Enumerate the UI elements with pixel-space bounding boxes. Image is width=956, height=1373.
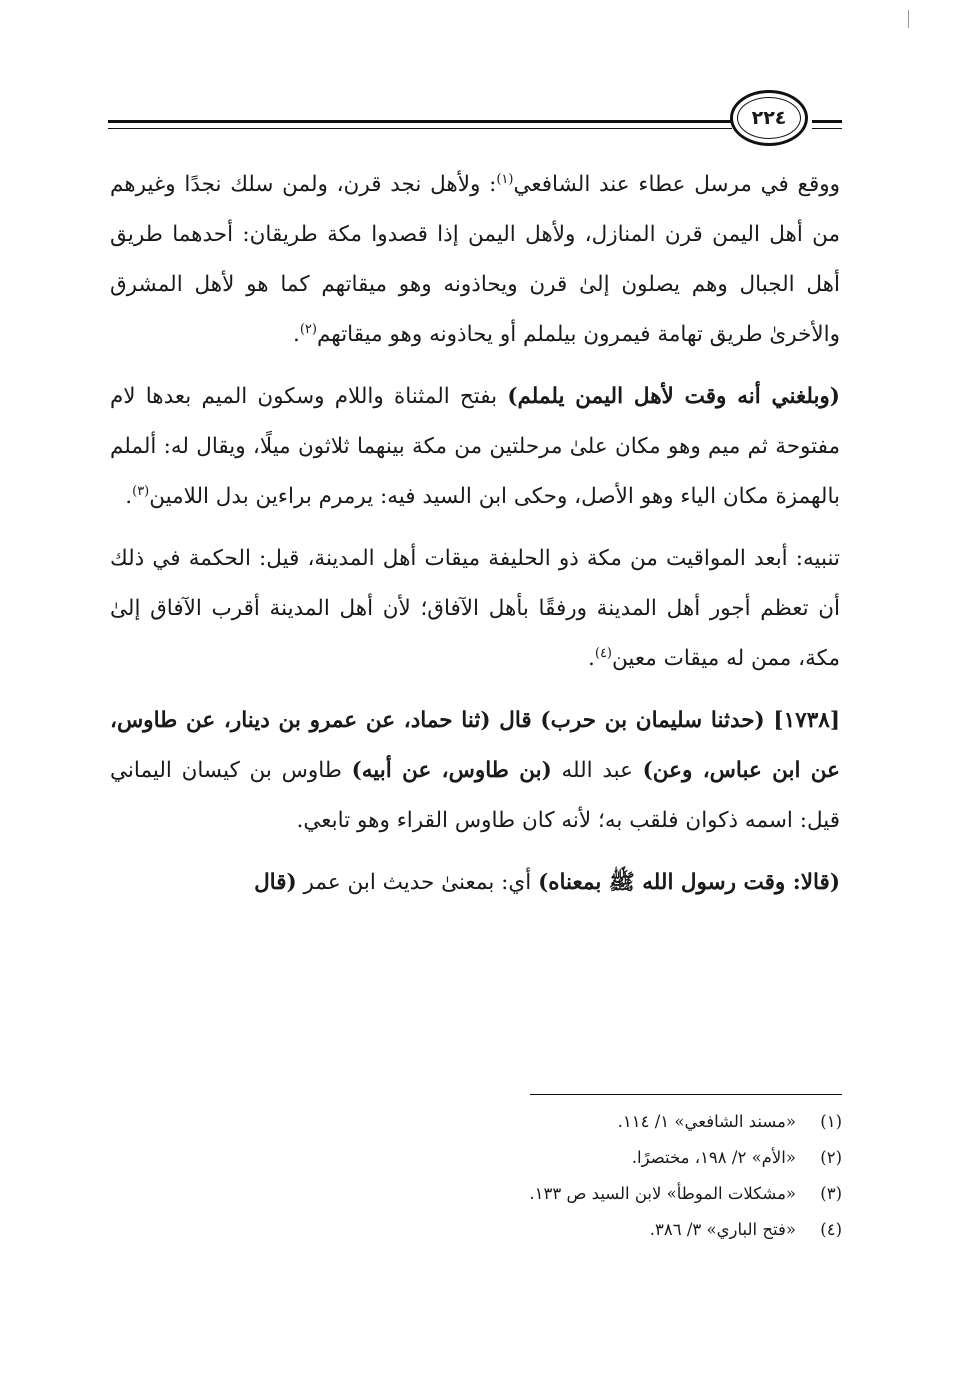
paragraph-text: : ولأهل نجد قرن، ولمن سلك نجدًا وغيرهم من أهل اليمن قرن المنازل، ولأهل اليمن إذا قصدوا مكة طريقان: أحدهما طريق أهل الجبال وهم يصلون إلىٰ قرن ويحاذونه وهو ميقاتهم كما هو لأهل المشرق والأخرىٰ طريق تهامة فيمرون بيلملم أو يحاذونه وهو ميقاتهم	[110, 172, 840, 347]
header-rule-stub-thick	[812, 120, 842, 123]
paragraph-text: ووقع في مرسل عطاء عند الشافعي	[513, 172, 840, 197]
hadith-chain: (بن طاوس، عن أبيه)	[351, 758, 552, 783]
scan-corner-mark	[908, 10, 913, 28]
footnote-number: (٤)	[820, 1220, 842, 1239]
paragraph-text: أي: بمعنىٰ حديث ابن عمر	[296, 870, 539, 895]
header-rule-stub-thin	[812, 128, 842, 129]
footnote-marker: (٢)	[299, 321, 317, 337]
page-number: ٢٢٤	[751, 106, 787, 129]
page-number-ornament	[730, 90, 808, 146]
paragraph-3	[110, 534, 840, 684]
paragraph-text: طاوس بن كيسان اليماني قيل: اسمه ذكوان فلقب به؛ لأنه كان طاوس القراء وهو تابعي.	[110, 758, 840, 833]
paragraph-text: بفتح المثناة واللام وسكون الميم بعدها لام مفتوحة ثم ميم وهو مكان علىٰ مرحلتين من مكة بينهما ثلاثون ميلًا، ويقال له: ألملم بالهمزة مكان الياء وهو الأصل، وحكى ابن السيد فيه: يرمرم براءين بدل اللامين	[110, 384, 840, 509]
footnote-3	[300, 1176, 842, 1212]
footnote-number: (٣)	[820, 1184, 842, 1203]
footnote-4	[300, 1212, 842, 1248]
footnote-number: (٢)	[820, 1148, 842, 1167]
footnote-separator	[530, 1094, 842, 1095]
footnote-marker: (١)	[496, 171, 514, 187]
hadith-quote: (قال	[254, 870, 297, 895]
footnote-marker: (٤)	[594, 645, 612, 661]
paragraph-end: .	[292, 322, 300, 347]
paragraph-2	[110, 372, 840, 522]
footnotes	[300, 1104, 842, 1248]
hadith-chain: [١٧٣٨] (حدثنا سليمان بن حرب) قال (ثنا حماد، عن عمرو بن دينار، عن طاوس، عن ابن عباس، وعن)	[110, 708, 840, 783]
paragraph-1	[110, 160, 840, 360]
paragraph-text: تنبيه: أبعد المواقيت من مكة ذو الحليفة ميقات أهل المدينة، قيل: الحكمة في ذلك أن تعظم أجور أهل المدينة ورفقًا بأهل الآفاق؛ لأن أهل المدينة أقرب الآفاق إلىٰ مكة، ممن له ميقات معين	[110, 546, 840, 671]
footnote-text: «الأم» ٢/ ١٩٨، مختصرًا.	[631, 1148, 796, 1167]
footnote-text: «مسند الشافعي» ١/ ١١٤.	[617, 1112, 796, 1131]
main-text	[110, 160, 840, 908]
footnote-2	[300, 1140, 842, 1176]
paragraph-end: .	[588, 646, 595, 671]
hadith-quote: (قالا: وقت رسول الله ﷺ بمعناه)	[538, 870, 840, 895]
footnote-text: «مشكلات الموطأ» لابن السيد ص ١٣٣.	[529, 1184, 796, 1203]
footnote-text: «فتح الباري» ٣/ ٣٨٦.	[649, 1220, 796, 1239]
hadith-quote: (وبلغني أنه وقت لأهل اليمن يلملم)	[507, 384, 840, 409]
header-rule-thick	[108, 120, 732, 123]
header-rule-thin	[108, 128, 732, 129]
paragraph-text: عبد الله	[551, 758, 643, 783]
paragraph-4	[110, 696, 840, 846]
footnote-number: (١)	[820, 1112, 842, 1131]
paragraph-5	[110, 858, 840, 908]
footnote-1	[300, 1104, 842, 1140]
footnote-marker: (٣)	[132, 483, 150, 499]
paragraph-end: .	[125, 484, 133, 509]
